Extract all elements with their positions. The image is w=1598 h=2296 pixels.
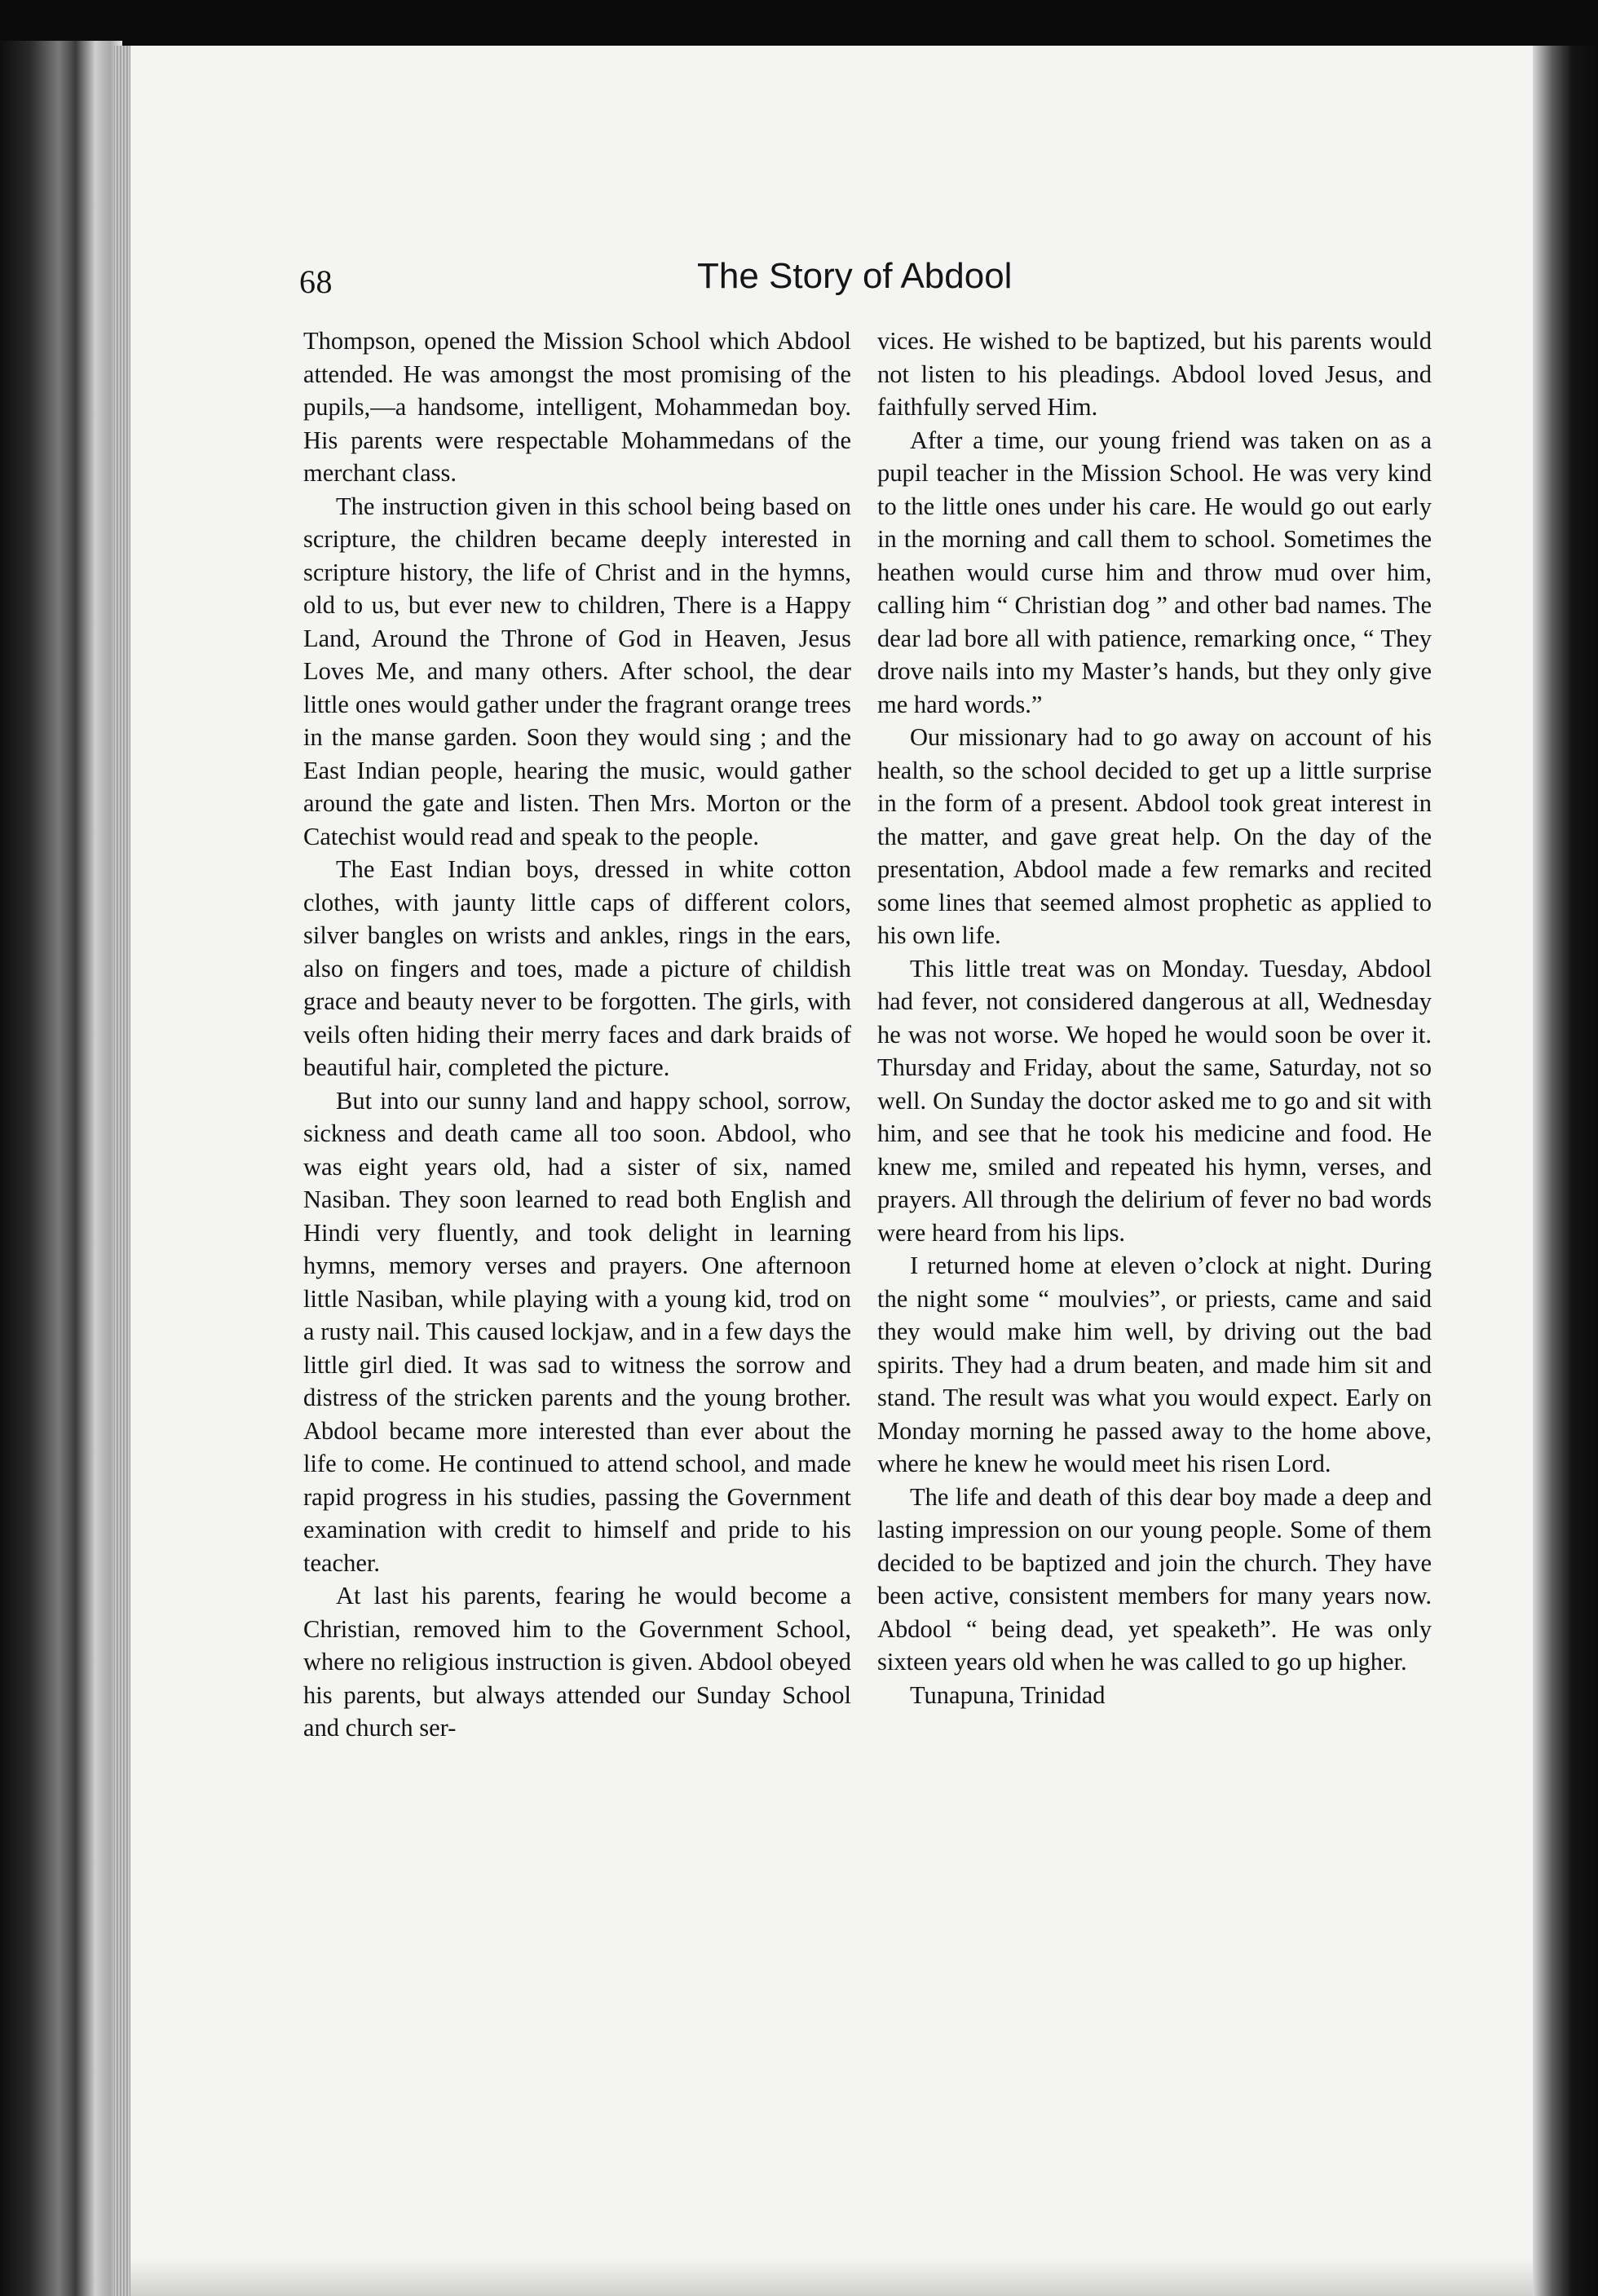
- paragraph: Our missionary had to go away on account of his health, so the school decided to get up a little surprise in the form of a present. Abdool took great interest in the matter, and gave great help. On the day of the presentation, Abdool made a few remarks and recited some lines that seemed almost prophetic as applied to his own life.: [877, 723, 1432, 949]
- paragraph: The life and death of this dear boy made a deep and lasting impression on our young people. Some of them decided to be baptized and join the church. They have been active, consistent members for many years now. Abdool “ being dead, yet speaketh”. He was only sixteen years old when he was called to go up higher.: [877, 1482, 1432, 1676]
- running-head-title: The Story of Abdool: [697, 256, 1013, 296]
- paragraph: At last his parents, fearing he would become a Christian, removed him to the Government School, where no religious instruction is given. Abdool obeyed his parents, but always attended our Sunday School and church ser-: [303, 1582, 851, 1742]
- right-gutter-shadow: [1533, 46, 1598, 2296]
- page-bottom-shadow: [130, 2258, 1533, 2296]
- paragraph: This little treat was on Monday. Tuesday, Abdool had fever, not considered dangerous at all, Wednesday he was not worse. We hoped he would soon be over it. Thursday and Friday, about the same, Saturday, not so well. On Sunday the doctor asked me to go and sit with him, and see that he took his medicine and food. He knew me, smiled and repeated his hymn, verses, and prayers. All through the delirium of fever no bad words were heard from his lips.: [877, 954, 1432, 1247]
- paragraph: After a time, our young friend was taken on as a pupil teacher in the Mission School. He was very kind to the little ones under his care. He would go out early in the morning and call them to school. Sometimes the heathen would curse him and throw mud over him, calling him “ Christian dog ” and other bad names. The dear lad bore all with patience, remarking once, “ They drove nails into my Master’s hands, but they only give me hard words.”: [877, 426, 1432, 718]
- paragraph: But into our sunny land and happy school, sorrow, sickness and death came all too soon. Abdool, who was eight years old, had a sister of six, named Nasiban. They soon learned to read both English and Hindi very fluently, and took delight in learning hymns, memory verses and prayers. One afternoon little Nasiban, while playing with a young kid, trod on a rusty nail. This caused lockjaw, and in a few days the little girl died. It was sad to witness the sorrow and distress of the stricken parents and the young brother. Abdool became more interested than ever about the life to come. He continued to attend school, and made rapid progress in his studies, passing the Government examination with credit to himself and pride to his teacher.: [303, 1086, 851, 1577]
- paragraph: The East Indian boys, dressed in white cotton clothes, with jaunty little caps of different colors, silver bangles on wrists and ankles, rings in the ears, also on fingers and toes, made a picture of childish grace and beauty never to be forgotten. The girls, with veils often hiding their merry faces and dark braids of beautiful hair, completed the picture.: [303, 855, 851, 1081]
- page-number: 68: [299, 263, 333, 300]
- paragraph: vices. He wished to be baptized, but his parents would not listen to his pleadings. Abdool loved Jesus, and faithfully served Him.: [877, 327, 1432, 421]
- signature-place: Tunapuna, Trinidad: [910, 1680, 1106, 1709]
- right-text-column: [877, 325, 1432, 1711]
- paragraph: The instruction given in this school being based on scripture, the children became deeply interested in scripture history, the life of Christ and in the hymns, old to us, but ever new to children, There is a Happy Land, Around the Throne of God in Heaven, Jesus Loves Me, and many others. After school, the dear little ones would gather under the fragrant orange trees in the manse garden. Soon they would sing ; and the East Indian people, hearing the music, would gather around the gate and listen. Then Mrs. Morton or the Catechist would read and speak to the people.: [303, 492, 851, 850]
- paragraph: Thompson, opened the Mission School which Abdool attended. He was amongst the most promising of the pupils,—a handsome, intelligent, Mohammedan boy. His parents were respectable Mohammedans of the merchant class.: [303, 327, 851, 487]
- paragraph: I returned home at eleven o’clock at night. During the night some “ moulvies”, or priests, came and said they would make him well, by driving out the bad spirits. They had a drum beaten, and made him sit and stand. The result was what you would expect. Early on Monday morning he passed away to the home above, where he knew he would meet his risen Lord.: [877, 1252, 1432, 1477]
- book-binding: [0, 41, 122, 2296]
- left-text-column: [303, 325, 851, 1745]
